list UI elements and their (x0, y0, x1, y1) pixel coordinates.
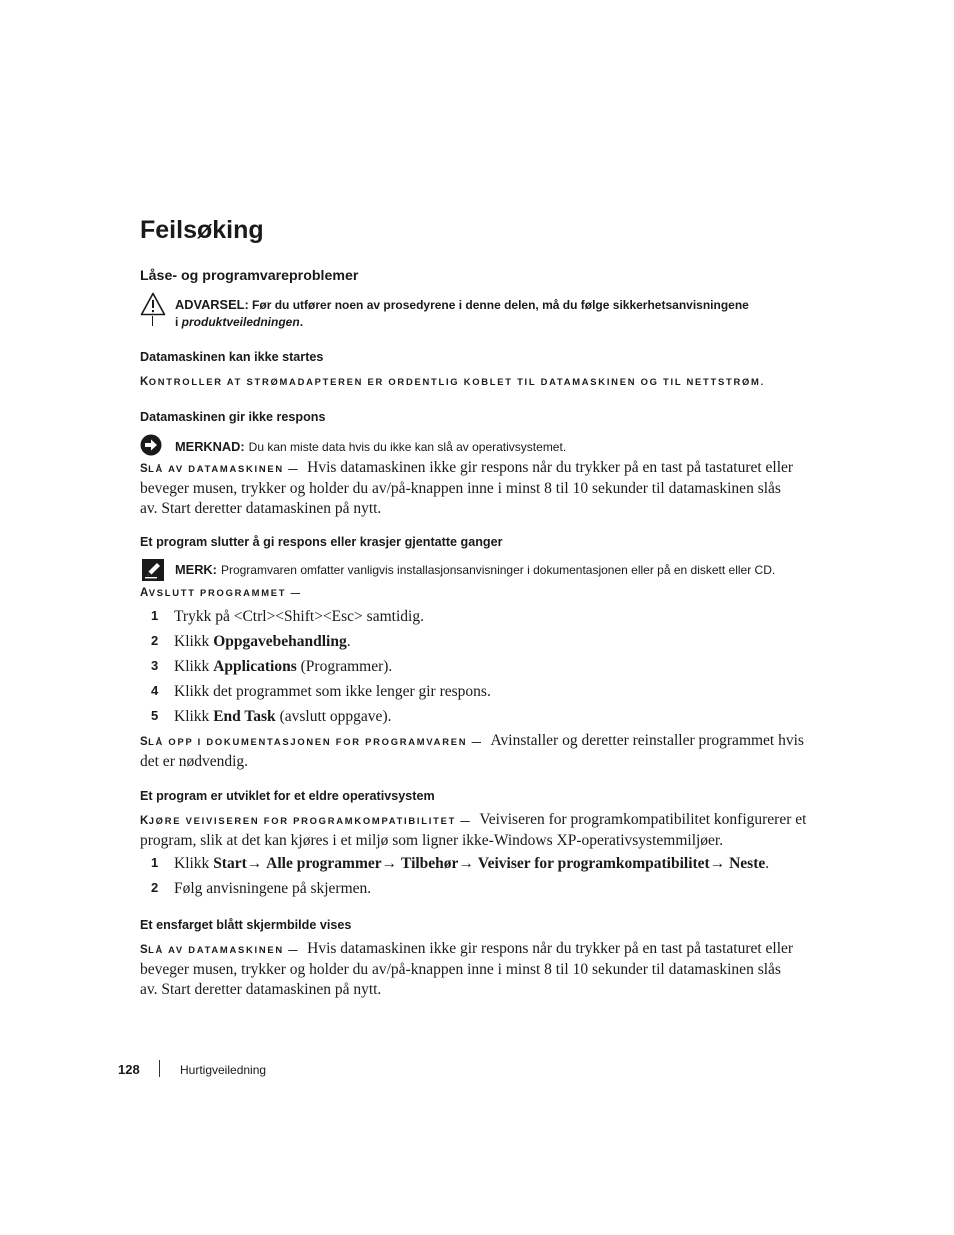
action-lead-reinstall: SLÅ OPP I DOKUMENTASJONEN FOR PROGRAMVAREN — (140, 736, 483, 748)
paragraph-reinstall: SLÅ OPP I DOKUMENTASJONEN FOR PROGRAMVAREN — Avinstaller og deretter reinstaller programmet hvis det er nødvendig. (140, 732, 804, 771)
footer-doc-title: Hurtigveiledning (180, 1063, 267, 1077)
warning-triangle-icon (140, 292, 166, 316)
heading-program-crash: Et program slutter å gi respons eller krasjer gjentatte ganger (140, 535, 503, 549)
heading-older-os: Et program er utviklet for et eldre operativsystem (140, 789, 435, 803)
close-program-step-1: Trykk på <Ctrl><Shift><Esc> samtidig. (174, 608, 424, 625)
paragraph-compat-wizard: KJØRE VEIVISEREN FOR PROGRAMKOMPATIBILITET — Veiviseren for programkompatibilitet konfigurerer et program, slik at det kan kjøres i et miljø som ligner ikke-Windows XP-operativsystemmiljøer. (140, 811, 807, 850)
notice-label: MERKNAD: (175, 439, 245, 454)
note-line (175, 561, 775, 579)
heading-no-response: Datamaskinen gir ikke respons (140, 410, 326, 424)
menu-accessories: Tilbehør (401, 855, 459, 872)
close-program-step-4: Klikk det programmet som ikke lenger gir respons. (174, 683, 491, 700)
warning-line-2: i produktveiledningen. (175, 315, 304, 329)
action-lead-compat-wizard: KJØRE VEIVISEREN FOR PROGRAMKOMPATIBILITET — (140, 815, 472, 827)
step-number: 4 (151, 683, 159, 698)
action-lead-close-program: AVSLUTT PROGRAMMET — (140, 587, 302, 599)
step-number: 1 (151, 608, 159, 623)
section-title: Låse- og programvareproblemer (140, 268, 359, 284)
action-lead-power-off: SLÅ AV DATAMASKINEN — (140, 463, 300, 475)
note-text: Programvaren omfatter vanligvis installasjonsanvisninger i dokumentasjonen eller på en diskett eller CD. (220, 563, 776, 577)
close-program-step-5: Klikk End Task (avslutt oppgave). (174, 708, 392, 725)
action-lead-blue-screen: SLÅ AV DATAMASKINEN — (140, 944, 300, 956)
menu-compat-wizard: Veiviser for programkompatibilitet (477, 855, 710, 872)
footer-divider (159, 1060, 160, 1077)
notice-line (175, 438, 566, 456)
step-number: 2 (151, 633, 159, 648)
paragraph-power-off: SLÅ AV DATAMASKINEN — Hvis datamaskinen ikke gir respons når du trykker på en tast på tastaturet eller beveger musen, trykker og holder du av/på-knappen inne i minst 8 til 10 sekunder til datamaskinen slås av. Start deretter datamaskinen på nytt. (140, 459, 794, 517)
menu-start: Start (213, 855, 247, 872)
step-number: 1 (151, 855, 159, 870)
close-program-step-3: Klikk Applications (Programmer). (174, 658, 393, 675)
warning-text: Før du utfører noen av prosedyrene i denne delen, må du følge sikkerhetsanvisningene (252, 298, 749, 312)
compat-step-1: Klikk Start→ Alle programmer→ Tilbehør→ Veiviser for programkompatibilitet→ Neste. (174, 855, 770, 872)
page-number: 128 (118, 1062, 140, 1077)
heading-blue-screen: Et ensfarget blått skjermbilde vises (140, 918, 352, 932)
compat-step-2: Følg anvisningene på skjermen. (174, 880, 372, 897)
paragraph-blue-screen: SLÅ AV DATAMASKINEN — Hvis datamaskinen ikke gir respons når du trykker på en tast på tastaturet eller beveger musen, trykker og holder du av/på-knappen inne i minst 8 til 10 sekunder til datamaskinen slås av. Start deretter datamaskinen på nytt. (140, 940, 794, 998)
heading-cannot-start: Datamaskinen kan ikke startes (140, 350, 324, 364)
warning-label: ADVARSEL: (175, 297, 249, 312)
notice-text: Du kan miste data hvis du ikke kan slå av operativsystemet. (248, 440, 567, 454)
close-program-step-2: Klikk Oppgavebehandling. (174, 633, 351, 650)
action-check-adapter: KONTROLLER AT STRØMADAPTEREN ER ORDENTLIG KOBLET TIL DATAMASKINEN OG TIL NETTSTRØM. (140, 376, 765, 388)
menu-all-programs: Alle programmer (266, 855, 382, 872)
menu-next: Neste (729, 855, 766, 872)
step-number: 2 (151, 880, 159, 895)
note-label: MERK: (175, 562, 217, 577)
step-number: 3 (151, 658, 159, 673)
page-title: Feilsøking (140, 216, 264, 244)
note-pencil-icon (142, 559, 164, 581)
warning-line-1 (175, 297, 749, 312)
warning-doc-reference: produktveiledningen (181, 315, 300, 329)
notice-arrow-icon (140, 434, 162, 456)
step-number: 5 (151, 708, 159, 723)
